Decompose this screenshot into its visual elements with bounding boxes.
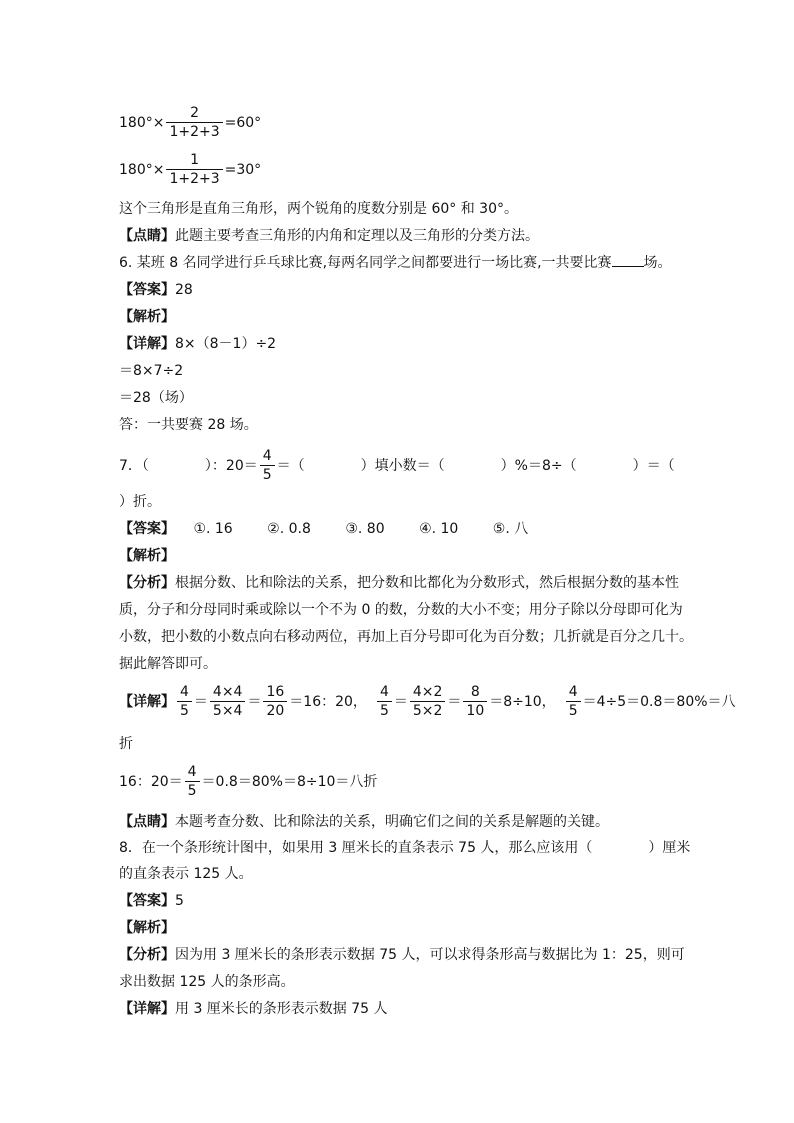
analysis-tag: 【解析】 (119, 548, 175, 564)
answer-value: 5 (175, 893, 184, 909)
question-6 (119, 253, 672, 273)
fraction (463, 683, 487, 720)
question-8-continued: 的直条表示 125 人。 (119, 866, 253, 882)
fraction (185, 763, 200, 800)
comment-text: 此题主要考查三角形的内角和定理以及三角形的分类方法。 (175, 228, 539, 244)
answer-item: ⑤. 八 (492, 521, 529, 537)
section-tag: 【分析】 (119, 947, 175, 963)
denominator: 5×2 (410, 701, 446, 720)
numerator: 16 (266, 684, 285, 700)
denominator: 10 (463, 701, 487, 720)
section-tag: 【分析】 (119, 575, 175, 591)
answer-line (119, 891, 184, 911)
question-7 (119, 447, 675, 484)
formula-prefix: 180°× (119, 114, 165, 131)
conclusion-text: 这个三角形是直角三角形，两个锐角的度数分别是 60° 和 30°。 (119, 201, 518, 217)
question-suffix: 场。 (643, 255, 672, 271)
denominator: 5 (377, 701, 392, 720)
section-tag: 【详解】 (119, 1001, 175, 1017)
analysis-text: 求出数据 125 人的条形高。 (119, 974, 295, 990)
denominator: 5 (566, 701, 581, 720)
formula-line-2 (119, 151, 261, 188)
analysis-line (119, 945, 685, 965)
fraction (210, 683, 246, 720)
question-text-part-1: 7．（ ）：20＝ (119, 457, 258, 474)
equals: ＝ (393, 693, 408, 710)
detail-line (119, 683, 736, 720)
formula-result: =60° (224, 114, 262, 131)
denominator: 1+2+3 (166, 122, 222, 141)
calc-step: ＝8×7÷2 (119, 363, 184, 379)
summary-result: ＝0.8＝80%＝8÷10＝八折 (201, 773, 378, 790)
analysis-tag: 【解析】 (119, 920, 175, 936)
denominator: 1+2+3 (166, 169, 222, 188)
section-tag: 【详解】 (119, 693, 175, 710)
equals: ＝ (247, 693, 262, 710)
formula-prefix: 180°× (119, 161, 165, 178)
fraction (566, 683, 581, 720)
equals: ＝ (193, 693, 208, 710)
analysis-text: 小数，把小数的小数点向右移动两位，再加上百分号即可化为百分数；几折就是百分之几十。 (119, 629, 693, 645)
fraction (260, 447, 275, 484)
fraction (177, 683, 192, 720)
comment-text: 本题考查分数、比和除法的关系，明确它们之间的关系是解题的关键。 (175, 814, 609, 830)
question-text-part-2: ＝（ ）填小数＝（ ）%＝8÷（ ）＝（ (276, 457, 675, 474)
analysis-text: 据此解答即可。 (119, 656, 217, 672)
answer-item: ①. 16 (193, 521, 233, 537)
formula-result: =30° (224, 161, 262, 178)
question-text: 6. 某班 8 名同学进行乒乓球比赛,每两名同学之间都要进行一场比赛,一共要比赛 (119, 255, 612, 271)
denominator: 5×4 (210, 701, 246, 720)
question-7-continued: ）折。 (119, 494, 161, 510)
numerator: 4 (379, 684, 389, 700)
denominator: 20 (263, 701, 287, 720)
answer-statement: 答：一共要赛 28 场。 (119, 417, 258, 433)
numerator: 4×4 (212, 684, 243, 700)
answer-item: ③. 80 (345, 521, 385, 537)
numerator: 4 (262, 448, 272, 464)
result-text: ＝4÷5＝0.8＝80%＝八 (582, 693, 736, 710)
answer-item: ④. 10 (419, 521, 459, 537)
analysis-line (119, 573, 679, 593)
detail-line (119, 334, 276, 354)
denominator: 5 (260, 465, 275, 484)
answer-blank (612, 254, 644, 267)
fraction (263, 683, 287, 720)
section-tag: 【答案】 (119, 282, 175, 298)
fraction (166, 151, 222, 188)
answer-value: 28 (175, 282, 193, 298)
detail-text: 8×（8－1）÷2 (175, 336, 277, 352)
summary-prefix: 16：20＝ (119, 773, 183, 790)
section-tag: 【点睛】 (119, 814, 175, 830)
question-8: 8．在一个条形统计图中，如果用 3 厘米长的直条表示 75 人，那么应该用（ ）厘米 (119, 840, 691, 856)
numerator: 1 (190, 152, 199, 168)
formula-line-1 (119, 104, 261, 141)
result-text: ＝16：20， (289, 693, 367, 710)
wrapped-text: 折 (119, 736, 133, 752)
detail-text: 用 3 厘米长的条形表示数据 75 人 (175, 1001, 388, 1017)
summary-line (119, 763, 377, 800)
comment-line (119, 226, 539, 246)
analysis-tag: 【解析】 (119, 309, 175, 325)
denominator: 5 (177, 701, 192, 720)
numerator: 4 (568, 684, 578, 700)
numerator: 8 (470, 684, 480, 700)
detail-line (119, 999, 388, 1019)
numerator: 4 (180, 684, 189, 700)
section-tag: 【点睛】 (119, 228, 175, 244)
analysis-text: 因为用 3 厘米长的条形表示数据 75 人，可以求得条形高与数据比为 1：25，则可 (175, 947, 685, 963)
analysis-text: 质，分子和分母同时乘或除以一个不为 0 的数，分数的大小不变；用分子除以分母即可化为 (119, 602, 683, 618)
comment-line (119, 812, 609, 832)
fraction (377, 683, 392, 720)
calc-step: ＝28（场） (119, 390, 193, 406)
denominator: 5 (185, 781, 200, 800)
numerator: 4×2 (412, 684, 443, 700)
numerator: 2 (190, 105, 199, 121)
section-tag: 【答案】 (119, 893, 175, 909)
answer-line (119, 519, 528, 539)
fraction (410, 683, 446, 720)
result-text: ＝8÷10， (489, 693, 556, 710)
answer-item: ②. 0.8 (267, 521, 311, 537)
analysis-text: 根据分数、比和除法的关系，把分数和比都化为分数形式，然后根据分数的基本性 (175, 575, 679, 591)
section-tag: 【详解】 (119, 336, 175, 352)
section-tag: 【答案】 (119, 521, 175, 537)
numerator: 4 (187, 764, 197, 780)
fraction (166, 104, 222, 141)
equals: ＝ (447, 693, 462, 710)
answer-line (119, 280, 193, 300)
